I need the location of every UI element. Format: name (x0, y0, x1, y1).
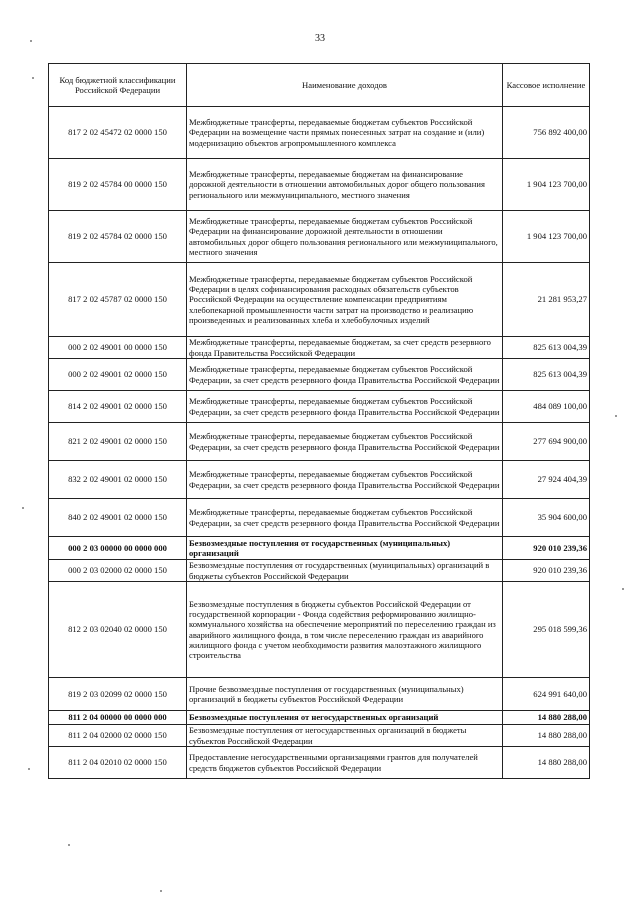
row-code: 000 2 02 49001 02 0000 150 (49, 359, 187, 391)
row-name: Безвозмездные поступления от государственных (муниципальных) организаций в бюджеты субъектов Российской Федерации (187, 560, 503, 582)
page-number: 33 (315, 33, 325, 44)
table-row (49, 337, 590, 359)
table-row (49, 359, 590, 391)
row-code: 819 2 02 45784 00 0000 150 (49, 159, 187, 211)
row-name: Межбюджетные трансферты, передаваемые бюджетам субъектов Российской Федерации на финансирование дорожной деятельности в отношении автомобильных дорог общего пользования регионального или межмуниципального, местного значения (187, 211, 503, 263)
row-code: 819 2 02 45784 02 0000 150 (49, 211, 187, 263)
table-row (49, 678, 590, 711)
table-row (49, 499, 590, 537)
row-amount: 27 924 404,39 (503, 461, 590, 499)
row-amount: 14 880 288,00 (503, 747, 590, 779)
table-header-row (49, 64, 590, 107)
scan-speck (28, 768, 30, 770)
header-name: Наименование доходов (187, 64, 503, 107)
scan-speck (30, 40, 32, 42)
row-code: 832 2 02 49001 02 0000 150 (49, 461, 187, 499)
scan-speck (622, 588, 624, 590)
row-amount: 825 613 004,39 (503, 337, 590, 359)
row-amount: 295 018 599,36 (503, 582, 590, 678)
row-name: Межбюджетные трансферты, передаваемые бюджетам субъектов Российской Федерации, за счет средств резервного фонда Правительства Российской Федерации (187, 499, 503, 537)
row-code: 817 2 02 45787 02 0000 150 (49, 263, 187, 337)
row-code: 000 2 02 49001 00 0000 150 (49, 337, 187, 359)
row-name: Межбюджетные трансферты, передаваемые бюджетам, за счет средств резервного фонда Правительства Российской Федерации (187, 337, 503, 359)
row-amount: 14 880 288,00 (503, 725, 590, 747)
scan-speck (160, 890, 162, 892)
row-name: Предоставление негосударственными организациями грантов для получателей средств бюджетов субъектов Российской Федерации (187, 747, 503, 779)
row-amount: 21 281 953,27 (503, 263, 590, 337)
scan-speck (615, 415, 617, 417)
table-row (49, 747, 590, 779)
header-amount: Кассовое исполнение (503, 64, 590, 107)
row-name: Межбюджетные трансферты, передаваемые бюджетам на финансирование дорожной деятельности в отношении автомобильных дорог общего пользования регионального или межмуниципального, местного значения (187, 159, 503, 211)
row-code: 819 2 03 02099 02 0000 150 (49, 678, 187, 711)
row-name: Межбюджетные трансферты, передаваемые бюджетам субъектов Российской Федерации, за счет средств резервного фонда Правительства Российской Федерации (187, 359, 503, 391)
row-code: 811 2 04 02010 02 0000 150 (49, 747, 187, 779)
row-code: 840 2 02 49001 02 0000 150 (49, 499, 187, 537)
row-amount: 1 904 123 700,00 (503, 159, 590, 211)
row-amount: 484 089 100,00 (503, 391, 590, 423)
scan-speck (32, 77, 34, 79)
row-code: 814 2 02 49001 02 0000 150 (49, 391, 187, 423)
row-code: 821 2 02 49001 02 0000 150 (49, 423, 187, 461)
row-code: 000 2 03 02000 02 0000 150 (49, 560, 187, 582)
row-name: Безвозмездные поступления от государственных (муниципальных) организаций (187, 537, 503, 560)
table-row (49, 711, 590, 725)
scan-speck (22, 507, 24, 509)
table-row (49, 107, 590, 159)
budget-revenue-table (48, 63, 590, 779)
row-name: Межбюджетные трансферты, передаваемые бюджетам субъектов Российской Федерации, за счет средств резервного фонда Правительства Российской Федерации (187, 423, 503, 461)
row-name: Безвозмездные поступления от негосударственных организаций (187, 711, 503, 725)
row-name: Межбюджетные трансферты, передаваемые бюджетам субъектов Российской Федерации, за счет средств резервного фонда Правительства Российской Федерации (187, 391, 503, 423)
row-code: 817 2 02 45472 02 0000 150 (49, 107, 187, 159)
row-name: Прочие безвозмездные поступления от государственных (муниципальных) организаций в бюджеты субъектов Российской Федерации (187, 678, 503, 711)
row-amount: 624 991 640,00 (503, 678, 590, 711)
table-row (49, 461, 590, 499)
table-row (49, 391, 590, 423)
row-amount: 35 904 600,00 (503, 499, 590, 537)
row-code: 811 2 04 02000 02 0000 150 (49, 725, 187, 747)
row-code: 000 2 03 00000 00 0000 000 (49, 537, 187, 560)
row-name: Межбюджетные трансферты, передаваемые бюджетам субъектов Российской Федерации в целях софинансирования расходных обязательств субъектов Российской Федерации на осуществление компенсации предприятиям хлебопекарной промышленности части затрат на производство и реализацию произведенных и реализованных хлеба и хлебобулочных изделий (187, 263, 503, 337)
row-amount: 825 613 004,39 (503, 359, 590, 391)
table-row (49, 263, 590, 337)
header-code: Код бюджетной классификации Российской Федерации (49, 64, 187, 107)
row-amount: 1 904 123 700,00 (503, 211, 590, 263)
row-name: Межбюджетные трансферты, передаваемые бюджетам субъектов Российской Федерации на возмещение части прямых понесенных затрат на создание и (или) модернизацию объектов агропромышленного комплекса (187, 107, 503, 159)
table-row (49, 423, 590, 461)
row-name: Безвозмездные поступления от негосударственных организаций в бюджеты субъектов Российской Федерации (187, 725, 503, 747)
row-amount: 920 010 239,36 (503, 560, 590, 582)
table-row (49, 537, 590, 560)
table-row (49, 560, 590, 582)
table-row (49, 159, 590, 211)
table-row (49, 582, 590, 678)
row-amount: 756 892 400,00 (503, 107, 590, 159)
row-name: Межбюджетные трансферты, передаваемые бюджетам субъектов Российской Федерации, за счет средств резервного фонда Правительства Российской Федерации (187, 461, 503, 499)
row-amount: 14 880 288,00 (503, 711, 590, 725)
row-amount: 920 010 239,36 (503, 537, 590, 560)
row-code: 811 2 04 00000 00 0000 000 (49, 711, 187, 725)
row-name: Безвозмездные поступления в бюджеты субъектов Российской Федерации от государственной корпорации - Фонда содействия реформированию жилищно-коммунального хозяйства на обеспечение мероприятий по переселению граждан из аварийного жилищного фонда, в том числе переселению граждан из аварийного жилищного фонда с учетом необходимости развития малоэтажного жилищного строительства (187, 582, 503, 678)
row-amount: 277 694 900,00 (503, 423, 590, 461)
row-code: 812 2 03 02040 02 0000 150 (49, 582, 187, 678)
table-row (49, 725, 590, 747)
table-row (49, 211, 590, 263)
scan-speck (68, 844, 70, 846)
